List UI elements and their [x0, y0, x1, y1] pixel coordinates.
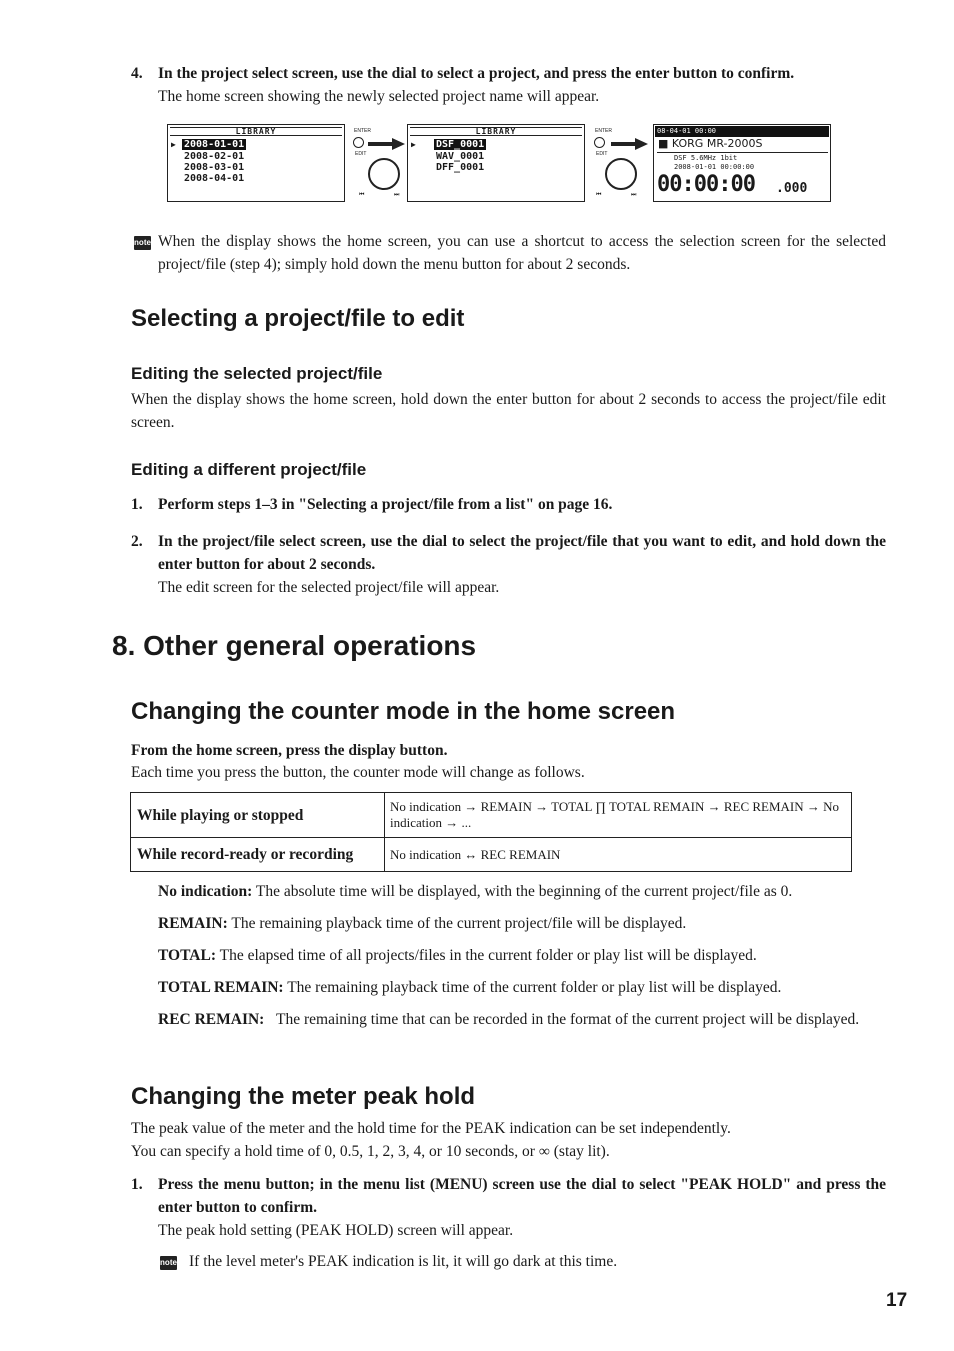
- subsection-heading: Editing the selected project/file: [131, 364, 383, 383]
- table-cell-label: While record-ready or recording: [131, 838, 385, 872]
- edit-label: EDIT: [355, 151, 367, 157]
- table-cell-value: No indication → REMAIN → TOTAL ∏ TOTAL REMAIN → REC REMAIN → No indication → ...: [385, 793, 852, 838]
- step-instruction: In the project/file select screen, use the dial to select the project/file that you want to edit, and hold down the enter button for about 2 seconds.: [158, 533, 886, 573]
- screen-sequence-figure: [167, 124, 831, 204]
- step-result: The edit screen for the selected project/file will appear.: [158, 579, 500, 596]
- lcd-row-selected: DSF_0001: [436, 139, 485, 150]
- note-icon: note: [134, 236, 151, 250]
- arrow-right-icon: [368, 138, 406, 150]
- step-4: [131, 62, 886, 108]
- step-result: The home screen showing the newly selected project name will appear.: [158, 88, 600, 105]
- section-heading: Changing the counter mode in the home screen: [131, 698, 676, 725]
- step-number: 2.: [131, 533, 143, 550]
- project-name-row: ■ KORG MR-2000S: [658, 137, 763, 150]
- section-heading: Selecting a project/file to edit: [131, 305, 465, 332]
- enter-button-icon: [353, 137, 364, 148]
- lcd-row-selected: 2008-01-01: [184, 139, 245, 150]
- enter-button-icon: [594, 137, 605, 148]
- definition-text: The remaining time that can be recorded in the format of the current project will be displayed.: [276, 1011, 860, 1028]
- edit-label: EDIT: [596, 151, 608, 157]
- definition-item: [158, 944, 886, 967]
- status-bar: [655, 126, 829, 137]
- library-screen-files: [407, 124, 585, 202]
- lcd-title: LIBRARY: [410, 127, 582, 136]
- step-instruction: Perform steps 1–3 in "Selecting a project/file from a list" on page 16.: [158, 496, 613, 513]
- table-cell-label: While playing or stopped: [131, 793, 385, 838]
- lcd-row: 2008-03-01: [184, 162, 245, 173]
- dial-control: [591, 128, 649, 202]
- definition-term: REMAIN:: [158, 915, 228, 932]
- definition-item: [158, 1008, 886, 1031]
- prev-icon: ⏮: [359, 192, 365, 198]
- step-2: [131, 530, 886, 599]
- section-heading: Changing the meter peak hold: [131, 1083, 476, 1110]
- definition-term: TOTAL:: [158, 947, 216, 964]
- cursor-icon: ▶: [411, 140, 416, 149]
- time-counter-fraction: .000: [776, 181, 808, 196]
- table-cell-value: No indication ↔ REC REMAIN: [385, 838, 852, 872]
- definition-term: TOTAL REMAIN:: [158, 979, 284, 996]
- paragraph: Each time you press the button, the counter mode will change as follows.: [131, 764, 585, 781]
- note-text: If the level meter's PEAK indication is lit, it will go dark at this time.: [189, 1253, 618, 1270]
- step-1: [131, 493, 886, 516]
- step-number: 1.: [131, 1176, 143, 1193]
- home-screen: [653, 124, 831, 202]
- subsection-heading: Editing a different project/file: [131, 460, 367, 479]
- next-icon: ⏭: [394, 192, 400, 198]
- definition-item: [158, 976, 886, 999]
- dial-icon: [368, 158, 400, 190]
- definition-term: No indication:: [158, 883, 253, 900]
- arrow-right-icon: [611, 138, 649, 150]
- definition-text: The remaining playback time of the current folder or play list will be displayed.: [283, 979, 782, 996]
- lcd-row: 2008-04-01: [184, 173, 245, 184]
- cursor-icon: ▶: [171, 140, 176, 149]
- definition-item: [158, 880, 886, 903]
- instruction: From the home screen, press the display button.: [131, 742, 448, 759]
- record-timestamp: 2008-01-01 00:00:00: [674, 163, 755, 171]
- definition-text: The remaining playback time of the current project/file will be displayed.: [227, 915, 687, 932]
- prev-icon: ⏮: [596, 192, 602, 198]
- definition-term: REC REMAIN:: [158, 1011, 265, 1028]
- status-date: 08-04-01 00:00: [657, 127, 717, 135]
- note-icon: note: [160, 1256, 177, 1270]
- step-number: 1.: [131, 496, 143, 513]
- paragraph: When the display shows the home screen, hold down the enter button for about 2 seconds to access the project/file edit screen.: [131, 391, 886, 431]
- lcd-row: 2008-02-01: [184, 151, 245, 162]
- note-text: When the display shows the home screen, you can use a shortcut to access the selection screen for the selected project/file (step 4); simply hold down the menu button for about 2 seconds.: [158, 233, 886, 273]
- step-1: [131, 1173, 886, 1242]
- time-counter: 00:00:00: [657, 172, 755, 197]
- step-result: The peak hold setting (PEAK HOLD) screen will appear.: [158, 1222, 514, 1239]
- definition-text: The elapsed time of all projects/files in the current folder or play list will be displayed.: [216, 947, 757, 964]
- step-instruction: In the project select screen, use the dial to select a project, and press the enter button to confirm.: [158, 65, 795, 82]
- dial-icon: [605, 158, 637, 190]
- definition-item: [158, 912, 886, 935]
- step-number: 4.: [131, 65, 143, 82]
- chapter-heading: 8. Other general operations: [112, 630, 477, 661]
- paragraph: The peak value of the meter and the hold time for the PEAK indication can be set independently.: [131, 1120, 731, 1137]
- lcd-row: WAV_0001: [436, 151, 485, 162]
- dial-control: [350, 128, 404, 202]
- step-instruction: Press the menu button; in the menu list (MENU) screen use the dial to select "PEAK HOLD" and press the enter button to confirm.: [158, 1176, 886, 1216]
- next-icon: ⏭: [631, 192, 637, 198]
- format-info: DSF 5.6MHz 1bit: [674, 154, 738, 162]
- enter-label: ENTER: [595, 128, 612, 134]
- table-row: [131, 793, 852, 838]
- lcd-title: LIBRARY: [170, 127, 342, 136]
- definition-text: The absolute time will be displayed, with the beginning of the current project/file as 0.: [252, 883, 793, 900]
- counter-mode-table: [130, 792, 852, 872]
- library-screen-folders: [167, 124, 345, 202]
- page-number: 17: [886, 1290, 908, 1311]
- paragraph: You can specify a hold time of 0, 0.5, 1, 2, 3, 4, or 10 seconds, or ∞ (stay lit).: [131, 1143, 610, 1160]
- enter-label: ENTER: [354, 128, 371, 134]
- table-row: [131, 838, 852, 872]
- divider: [657, 152, 828, 153]
- project-name: KORG MR-2000S: [671, 137, 763, 150]
- lcd-row: DFF_0001: [436, 162, 485, 173]
